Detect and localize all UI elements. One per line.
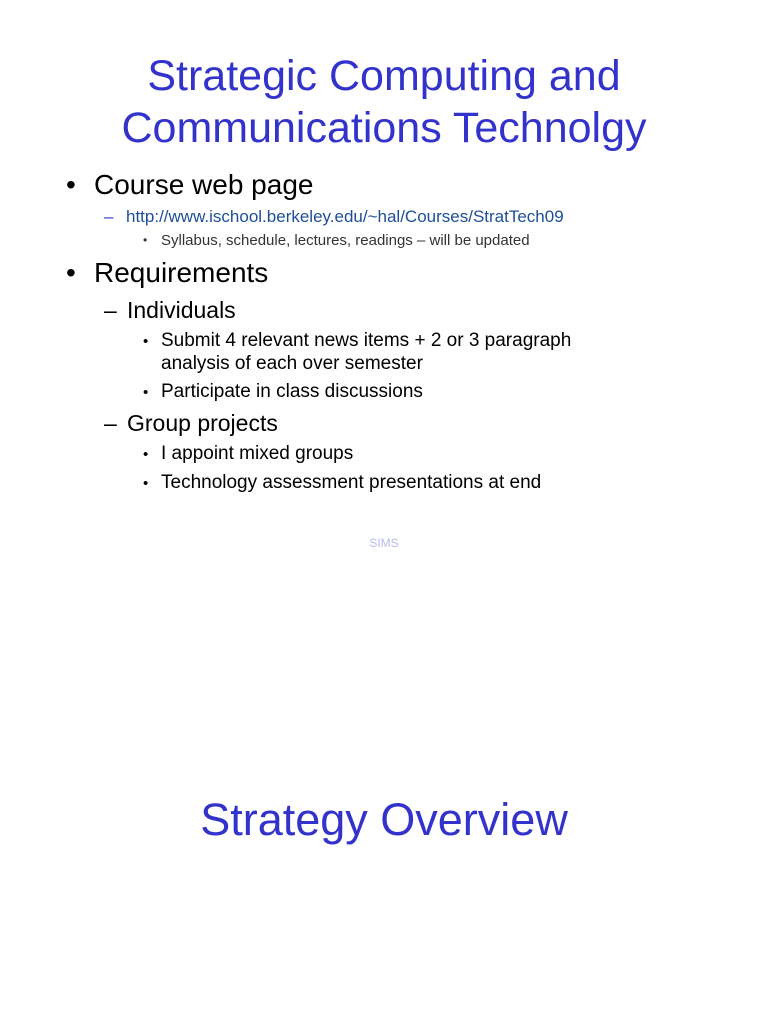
slide-footer: SIMS bbox=[369, 536, 399, 550]
slide-title-line-2: Communications Technolgy bbox=[121, 104, 647, 152]
bullet-marker: • bbox=[143, 446, 149, 463]
item-appoint-groups: I appoint mixed groups bbox=[161, 443, 354, 464]
subitem-individuals: Individuals bbox=[127, 297, 236, 323]
bullet-marker: • bbox=[143, 233, 148, 247]
slide-2-title: Strategy Overview bbox=[200, 794, 568, 845]
course-url-link[interactable]: http://www.ischool.berkeley.edu/~hal/Courses/StratTech09 bbox=[126, 207, 564, 226]
bullet-marker: • bbox=[143, 475, 149, 492]
bullet-requirements: Requirements bbox=[94, 257, 269, 288]
bullet-marker: • bbox=[143, 384, 149, 401]
syllabus-note: Syllabus, schedule, lectures, readings – will be updated bbox=[161, 232, 530, 249]
bullet-marker: • bbox=[66, 257, 76, 288]
dash-marker: – bbox=[104, 297, 117, 323]
subitem-group-projects: Group projects bbox=[127, 410, 278, 436]
item-tech-assessment: Technology assessment presentations at end bbox=[161, 472, 542, 493]
item-participate: Participate in class discussions bbox=[161, 381, 423, 402]
bullet-course-web-page: Course web page bbox=[94, 169, 314, 200]
dash-marker: – bbox=[104, 207, 114, 226]
slide-2 bbox=[0, 576, 768, 1024]
bullet-marker: • bbox=[143, 333, 149, 350]
bullet-marker: • bbox=[66, 169, 76, 200]
slide-title-line-1: Strategic Computing and bbox=[147, 52, 621, 100]
dash-marker: – bbox=[104, 410, 117, 436]
item-submit-line-2: analysis of each over semester bbox=[161, 353, 423, 374]
item-submit-line-1: Submit 4 relevant news items + 2 or 3 paragraph bbox=[161, 330, 572, 351]
